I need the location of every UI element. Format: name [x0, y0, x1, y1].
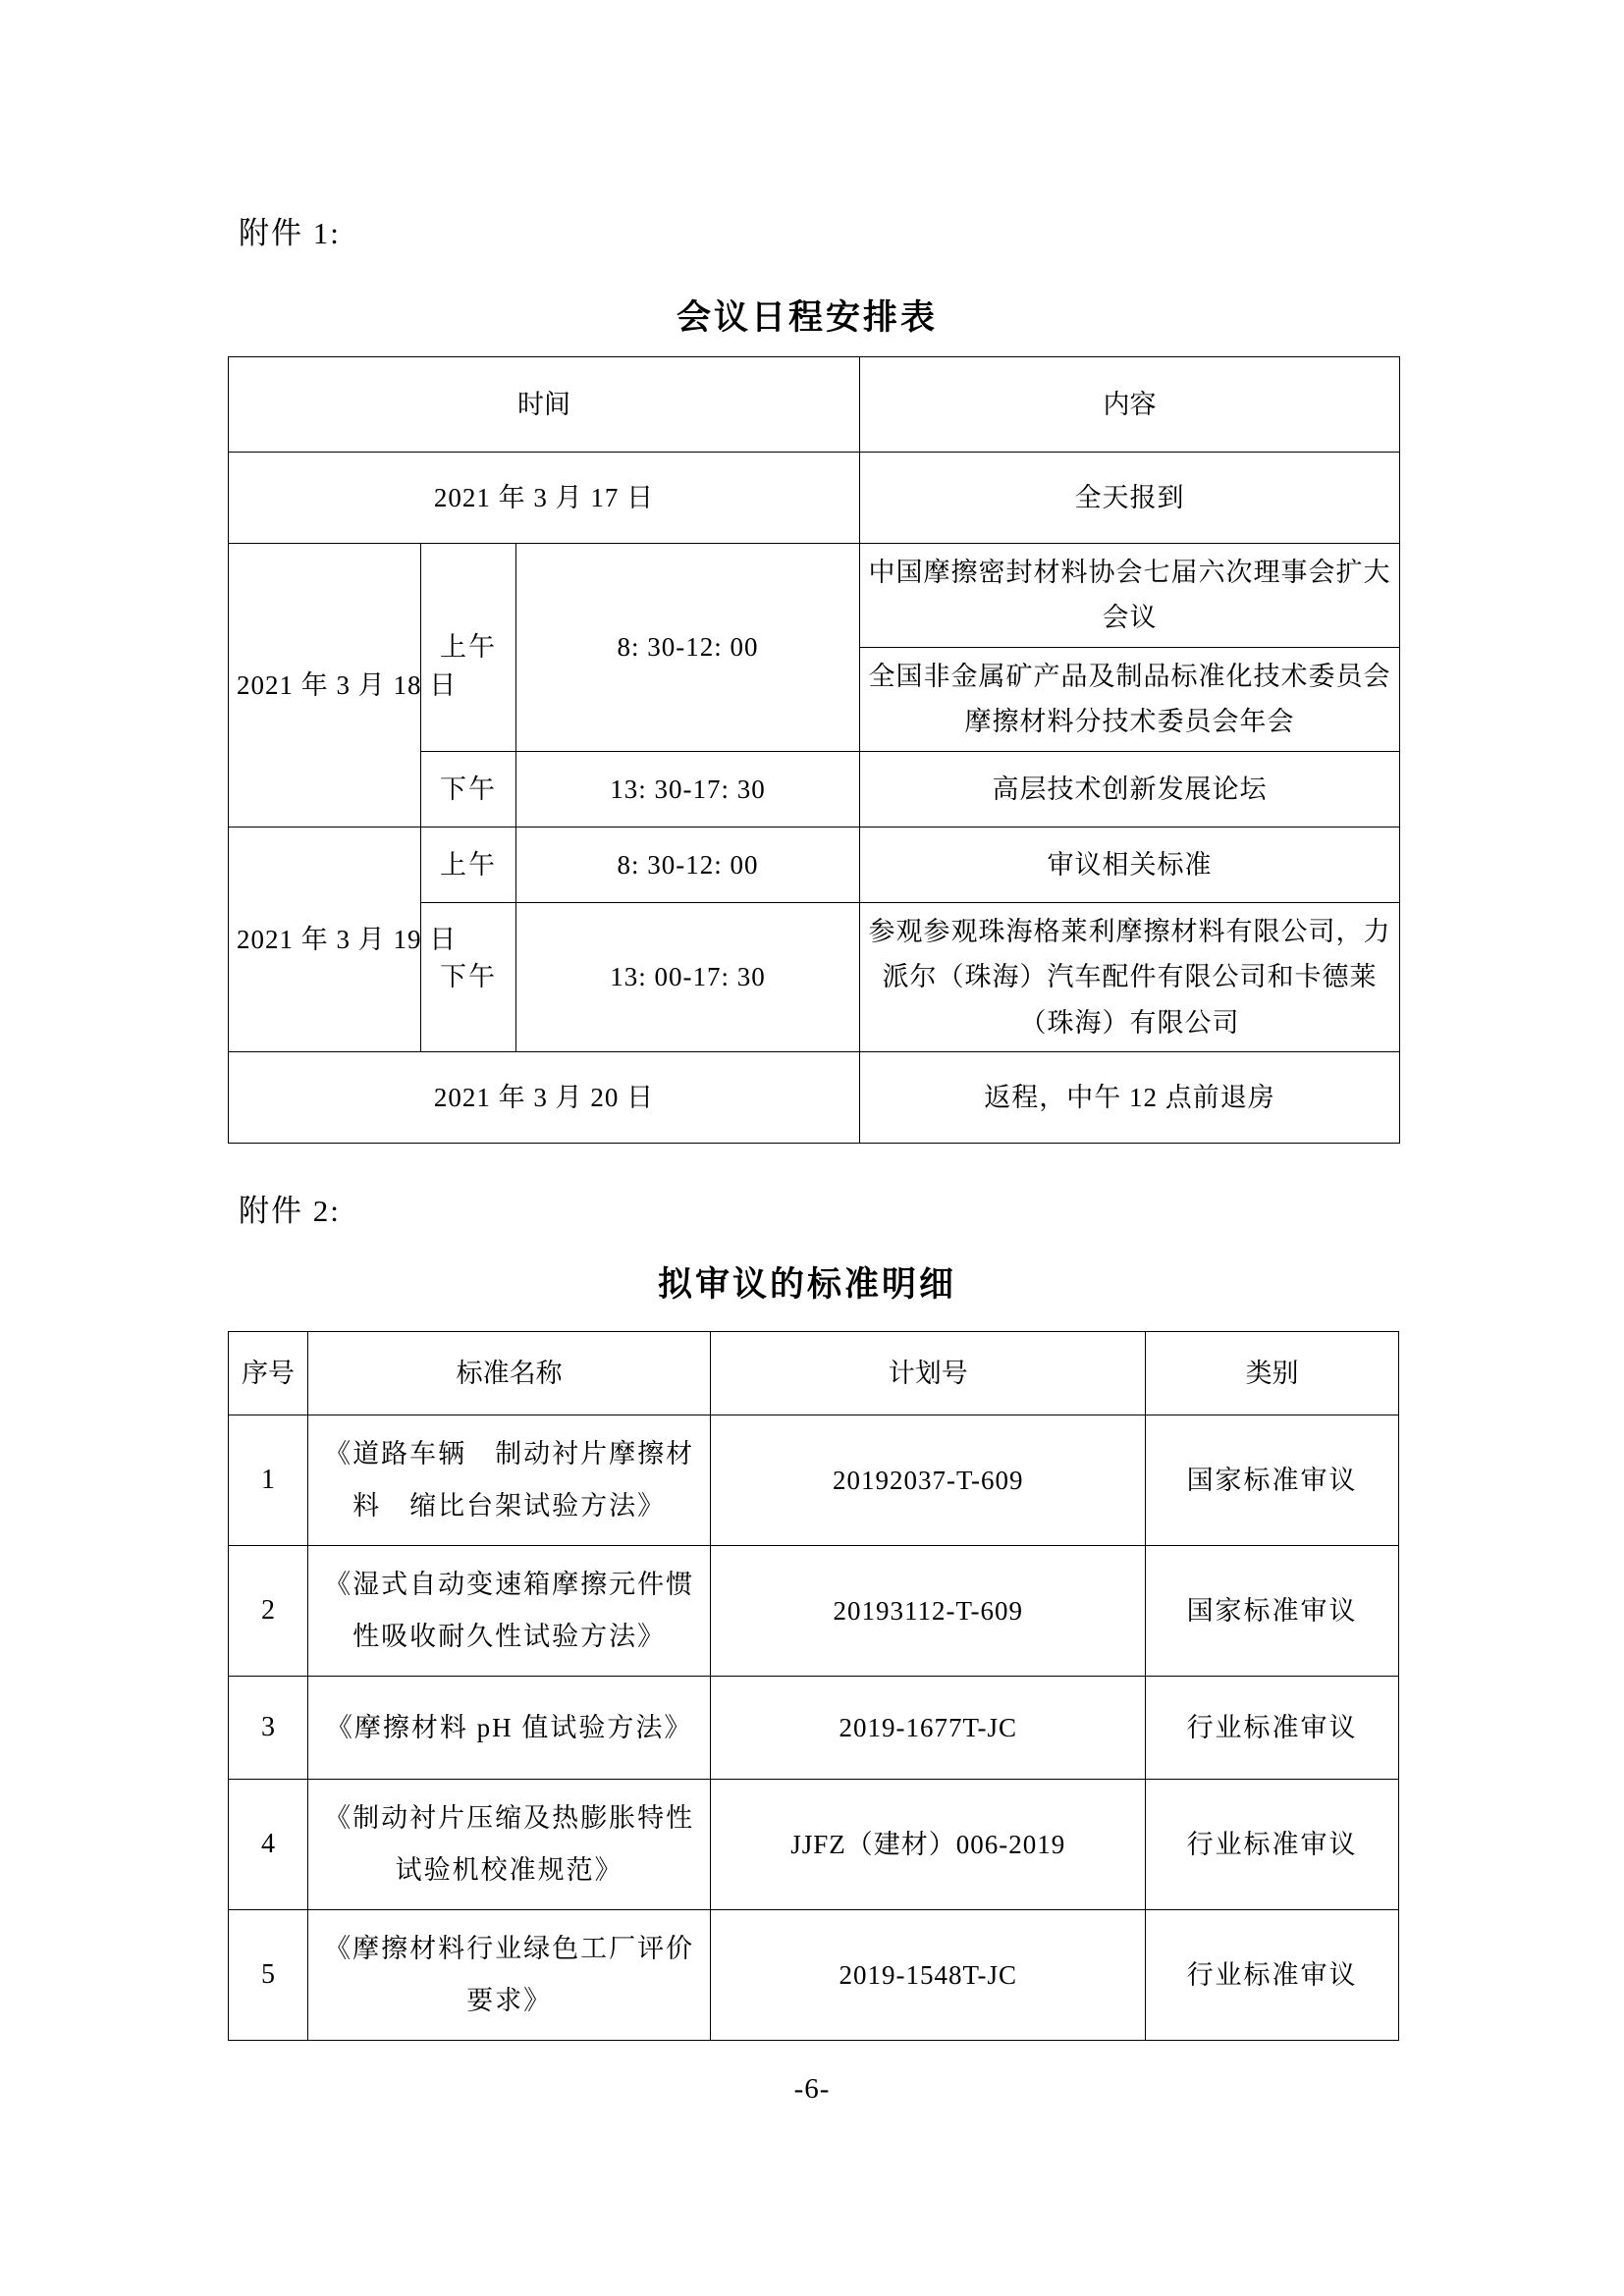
cell-time: 13: 30-17: 30 — [516, 751, 860, 827]
cell-category: 行业标准审议 — [1146, 1677, 1399, 1780]
cell-content: 返程，中午 12 点前退房 — [860, 1052, 1400, 1144]
cell-index: 2 — [229, 1546, 308, 1677]
standards-table-title: 拟审议的标准明细 — [657, 1265, 956, 1304]
standards-detail-table — [228, 1331, 1399, 2041]
header-cell-category: 类别 — [1146, 1332, 1399, 1415]
cell-plan-number: 2019-1677T-JC — [711, 1677, 1146, 1780]
cell-plan-number: 20192037-T-609 — [711, 1415, 1146, 1546]
cell-time: 8: 30-12: 00 — [516, 827, 860, 902]
cell-standard-name: 《制动衬片压缩及热膨胀特性试验机校准规范》 — [307, 1780, 710, 1910]
cell-category: 国家标准审议 — [1146, 1546, 1399, 1677]
cell-time: 8: 30-12: 00 — [516, 544, 860, 752]
header-cell-plan: 计划号 — [711, 1332, 1146, 1415]
meeting-schedule-table — [228, 356, 1400, 1144]
attachment-2-label: 附件 2: — [239, 1194, 341, 1228]
cell-category: 行业标准审议 — [1146, 1910, 1399, 2041]
page-number: -6- — [793, 2073, 831, 2105]
cell-content: 中国摩擦密封材料协会七届六次理事会扩大会议 — [860, 544, 1400, 648]
cell-standard-name: 《摩擦材料行业绿色工厂评价要求》 — [307, 1910, 710, 2041]
cell-content: 审议相关标准 — [860, 827, 1400, 902]
cell-date: 2021 年 3 月 18 日 — [229, 544, 421, 828]
cell-content: 高层技术创新发展论坛 — [860, 751, 1400, 827]
cell-plan-number: JJFZ（建材）006-2019 — [711, 1780, 1146, 1910]
cell-content: 参观参观珠海格莱利摩擦材料有限公司，力派尔（珠海）汽车配件有限公司和卡德莱（珠海）有限公司 — [860, 902, 1400, 1051]
header-cell-no: 序号 — [229, 1332, 308, 1415]
table-row — [229, 1910, 1399, 2041]
cell-index: 5 — [229, 1910, 308, 2041]
cell-plan-number: 2019-1548T-JC — [711, 1910, 1146, 2041]
header-cell-name: 标准名称 — [307, 1332, 710, 1415]
cell-index: 1 — [229, 1415, 308, 1546]
cell-time: 13: 00-17: 30 — [516, 902, 860, 1051]
table-row — [229, 1780, 1399, 1910]
cell-index: 3 — [229, 1677, 308, 1780]
attachment-1-label: 附件 1: — [239, 216, 341, 250]
cell-standard-name: 《摩擦材料 pH 值试验方法》 — [307, 1677, 710, 1780]
table-row — [229, 1052, 1400, 1144]
cell-standard-name: 《湿式自动变速箱摩擦元件惯性吸收耐久性试验方法》 — [307, 1546, 710, 1677]
cell-content: 全国非金属矿产品及制品标准化技术委员会摩擦材料分技术委员会年会 — [860, 647, 1400, 751]
table-row — [229, 1546, 1399, 1677]
cell-daypart: 上午 — [421, 827, 516, 902]
cell-daypart: 上午 — [421, 544, 516, 752]
header-cell-time: 时间 — [229, 357, 860, 453]
cell-date: 2021 年 3 月 20 日 — [229, 1052, 860, 1144]
table-row — [229, 544, 1400, 648]
cell-date: 2021 年 3 月 19 日 — [229, 827, 421, 1051]
header-cell-content: 内容 — [860, 357, 1400, 453]
cell-daypart: 下午 — [421, 751, 516, 827]
cell-content: 全天报到 — [860, 453, 1400, 544]
cell-date: 2021 年 3 月 17 日 — [229, 453, 860, 544]
cell-index: 4 — [229, 1780, 308, 1910]
table-header-row — [229, 357, 1400, 453]
cell-category: 行业标准审议 — [1146, 1780, 1399, 1910]
cell-plan-number: 20193112-T-609 — [711, 1546, 1146, 1677]
cell-category: 国家标准审议 — [1146, 1415, 1399, 1546]
schedule-table-title: 会议日程安排表 — [676, 298, 938, 337]
table-header-row — [229, 1332, 1399, 1415]
table-row — [229, 453, 1400, 544]
table-row — [229, 1677, 1399, 1780]
cell-daypart: 下午 — [421, 902, 516, 1051]
table-row — [229, 1415, 1399, 1546]
table-row — [229, 827, 1400, 902]
cell-standard-name: 《道路车辆 制动衬片摩擦材料 缩比台架试验方法》 — [307, 1415, 710, 1546]
